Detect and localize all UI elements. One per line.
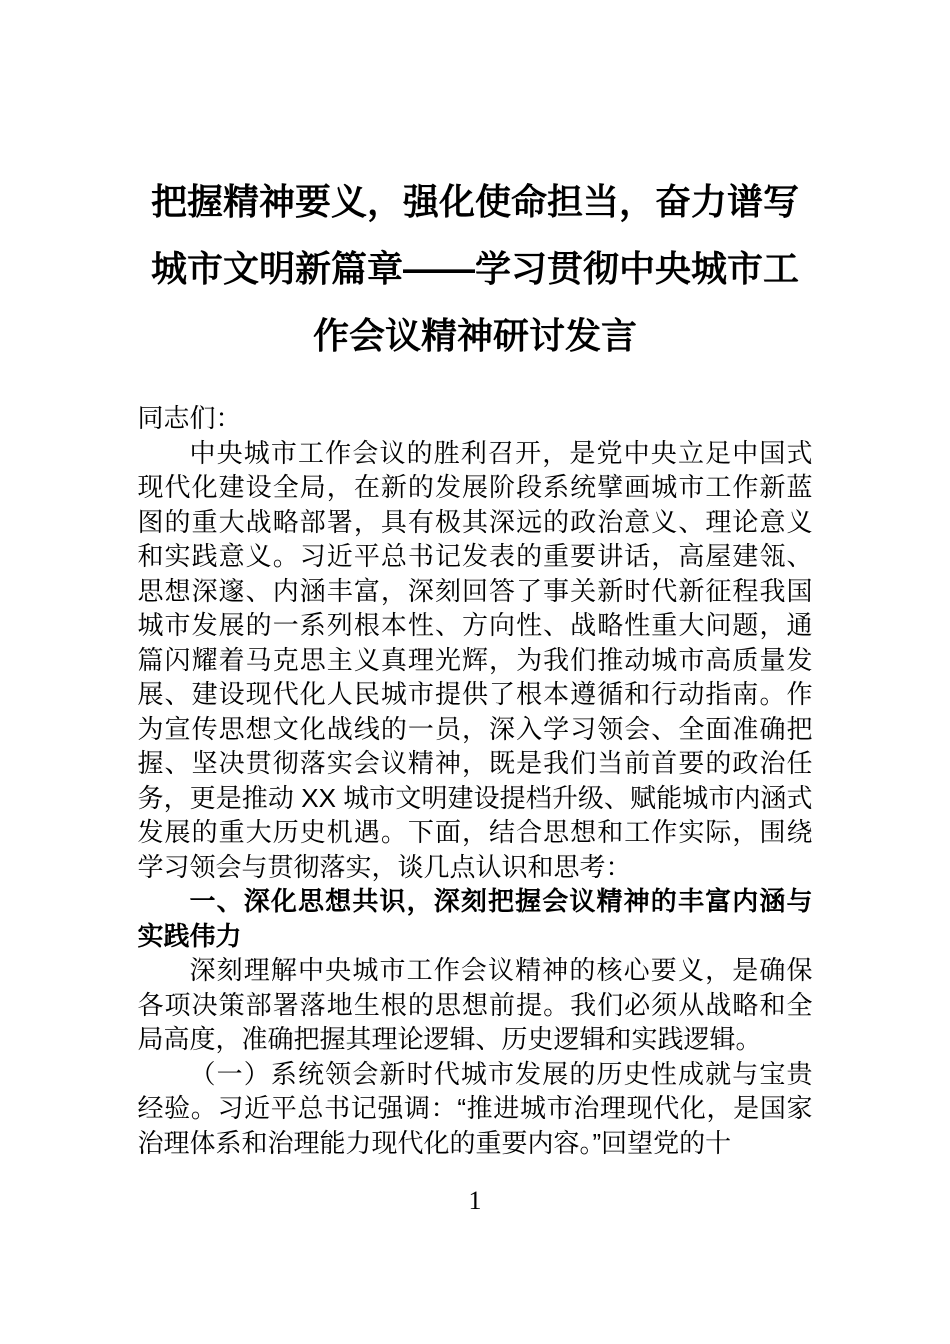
page-number: 1 <box>468 1186 482 1215</box>
document-body <box>138 401 813 1160</box>
paragraph-1-body: 中央城市工作会议的胜利召开，是党中央立足中国式现代化建设全局，在新的发展阶段系统擘画城市工作新蓝图的重大战略部署，具有极其深远的政治意义、理论意义和实践意义。习近平总书记发表的重要讲话，高屋建瓴、思想深邃、内涵丰富，深刻回答了事关新时代新征程我国城市发展的一系列根本性、方向性、战略性重大问题，通篇闪耀着马克思主义真理光辉，为我们推动城市高质量发展、建设现代化人民城市提供了根本遵循和行动指南。作为宣传思想文化战线的一员，深入学习领会、全面准确把握、坚决贯彻落实会议精神，既是我们当前首要的政治任务，更是推动 XX 城市文明建设提档升级、赋能城市内涵式发展的重大历史机遇。下面，结合思想和工作实际，围绕学习领会与贯彻落实，谈几点认识和思考： <box>137 437 813 882</box>
paragraph-2-heading: 一、深化思想共识，深刻把握会议精神的丰富内涵与实践伟力 <box>137 886 813 951</box>
paragraph-3-body: 深刻理解中央城市工作会议精神的核心要义，是确保各项决策部署落地生根的思想前提。我们必须从战略和全局高度，准确把握其理论逻辑、历史逻辑和实践逻辑。 <box>137 955 813 1054</box>
paragraph-4-body: （一）系统领会新时代城市发展的历史性成就与宝贵经验。习近平总书记强调：“推进城市治理现代化，是国家治理体系和治理能力现代化的重要内容。”回望党的十 <box>137 1058 813 1158</box>
paragraph-0-salutation: 同志们： <box>137 403 242 433</box>
document-title: 把握精神要义，强化使命担当，奋力谱写城市文明新篇章——学习贯彻中央城市工作会议精神研讨发言 <box>150 181 799 356</box>
